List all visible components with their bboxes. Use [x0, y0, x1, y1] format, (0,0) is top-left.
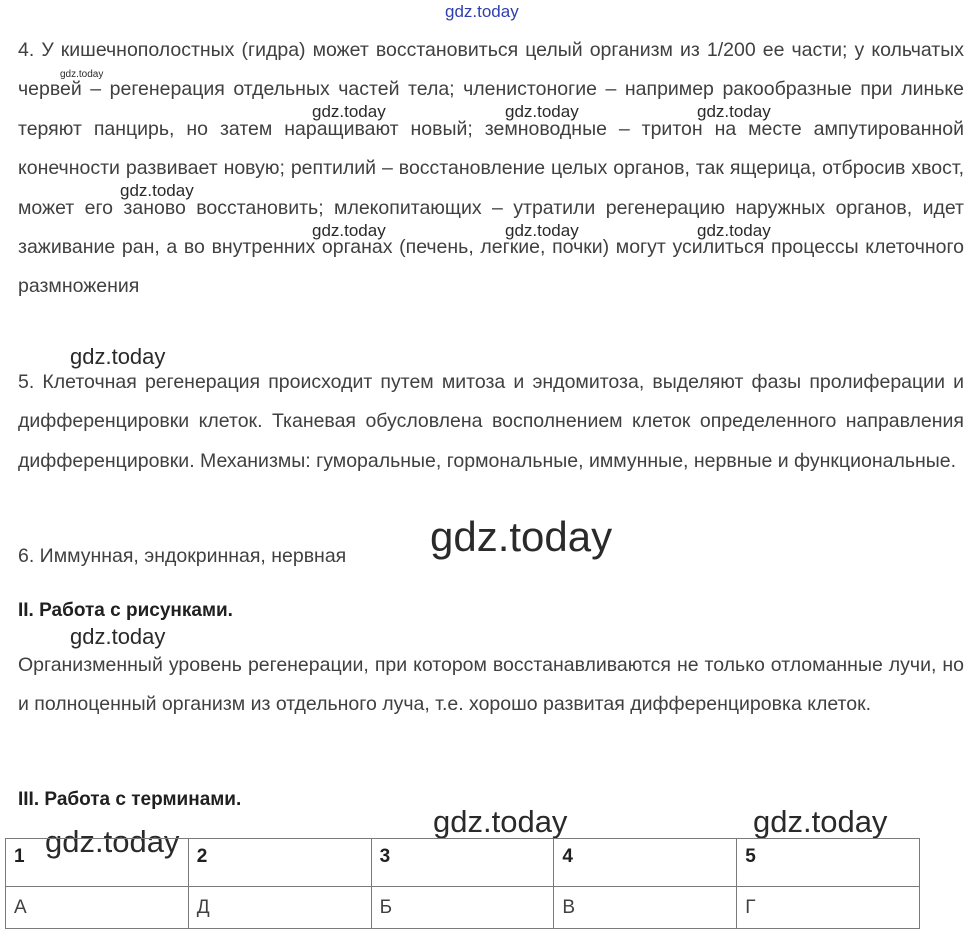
watermark: gdz.today [45, 824, 180, 859]
section-heading-pictures: II. Работа с рисунками. [18, 600, 233, 621]
watermark: gdz.today [697, 102, 771, 121]
section-text-pictures: Организменный уровень регенерации, при котором восстанавливаются не только отломанные лучи, но и полноценный организм из отдельного луча, т.е. хорошо развитая дифференцировка клеток. [18, 654, 964, 716]
table-header-cell: 3 [371, 839, 554, 887]
table-header-cell: 5 [737, 839, 920, 887]
watermark: gdz.today [70, 624, 166, 649]
table-header-cell: 4 [554, 839, 737, 887]
table-cell: Б [371, 887, 554, 929]
answer-4: 4. У кишечнополостных (гидра) может восстановиться целый организм из 1/200 ее части; у кольчатых червей – регенерация отдельных частей тела; членистоногие – например ракообразные при линьке теряют панцирь, но затем наращивают новый; земноводные – тритон на месте ампутированной конечности развивает новую; рептилий – восстановление целых органов, так ящерица, отбросив хвост, может его заново восстановить; млекопитающих – утратили регенерацию наружных органов, идет заживание ран, а во внутренних органах (печень, легкие, почки) могут усилиться процессы клеточного размножения [18, 39, 964, 298]
watermark: gdz.today [312, 221, 386, 240]
watermark: gdz.today [430, 513, 613, 560]
watermark: gdz.today [70, 344, 166, 369]
answer-5: 5. Клеточная регенерация происходит путем митоза и эндомитоза, выделяют фазы пролиферации и дифференцировки клеток. Тканевая обусловлена восполнением клеток определенного направления дифференцировки. Механизмы: гуморальные, гормональные, иммунные, нервные и функциональные. [18, 371, 964, 472]
watermark: gdz.today [120, 181, 194, 200]
watermark: gdz.today [753, 804, 888, 839]
table-cell: Д [188, 887, 371, 929]
watermark-top: gdz.today [445, 2, 519, 21]
watermark: gdz.today [505, 102, 579, 121]
table-cell: Г [737, 887, 920, 929]
watermark: gdz.today [433, 804, 568, 839]
table-cell: В [554, 887, 737, 929]
table-row [6, 887, 920, 929]
watermark: gdz.today [505, 221, 579, 240]
table-header-row [6, 839, 920, 887]
table-cell: А [6, 887, 189, 929]
watermark: gdz.today [312, 102, 386, 121]
section-heading-terms: III. Работа с терминами. [18, 789, 242, 810]
watermark: gdz.today [697, 221, 771, 240]
table-header-cell: 1 [6, 839, 189, 887]
watermark: gdz.today [60, 69, 104, 80]
terms-table [5, 838, 920, 929]
table-header-cell: 2 [188, 839, 371, 887]
answer-6: 6. Иммунная, эндокринная, нервная [18, 545, 347, 567]
